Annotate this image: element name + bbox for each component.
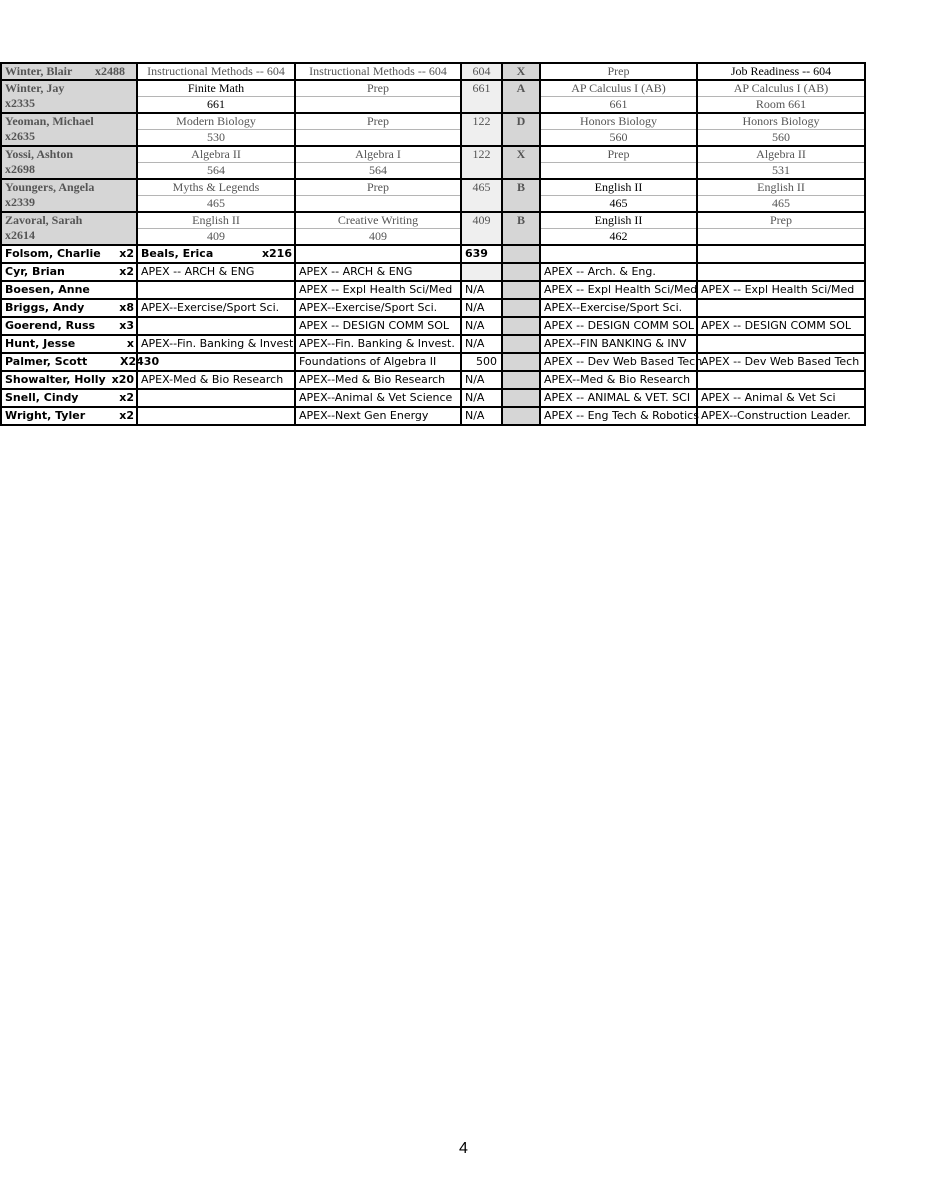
- course-cell: [137, 353, 295, 371]
- course-room: [541, 163, 696, 178]
- course-cell: APEX -- Dev Web Based Tech: [697, 353, 865, 371]
- teacher-name: Zavoral, Sarah: [5, 213, 83, 227]
- course-cell: APEX-Med & Bio Research: [137, 371, 295, 389]
- course-title: English II: [138, 213, 294, 229]
- teacher-name: Snell, Cindy: [5, 391, 79, 404]
- course-title: Instructional Methods -- 604: [147, 64, 285, 78]
- room-cell: 122: [461, 146, 502, 179]
- teacher-name: Hunt, Jesse: [5, 337, 76, 350]
- course-cell: APEX--Animal & Vet Science: [295, 389, 461, 407]
- course-cell: [295, 245, 461, 263]
- course-cell: APEX -- DESIGN COMM SOL: [295, 317, 461, 335]
- course-title: English II: [698, 180, 864, 196]
- hour-cell: X: [502, 63, 540, 80]
- table-row: [1, 335, 865, 353]
- hour-cell: [502, 299, 540, 317]
- course-cell: [137, 80, 295, 113]
- course-cell: APEX--Fin. Banking & Invest.: [295, 335, 461, 353]
- teacher-extension: X2430: [120, 355, 160, 368]
- course-cell: [697, 263, 865, 281]
- table-row: [1, 146, 865, 179]
- room-cell: N/A: [461, 371, 502, 389]
- course-cell: [137, 63, 295, 80]
- table-row: [1, 281, 865, 299]
- course-room: 564: [369, 163, 387, 177]
- course-cell: Foundations of Algebra II: [295, 353, 461, 371]
- room-cell: N/A: [461, 281, 502, 299]
- room-cell: 500: [461, 353, 502, 371]
- course-cell: [295, 80, 461, 113]
- teacher-name-cell: [1, 179, 137, 212]
- teacher-extension: x2: [119, 409, 134, 422]
- course-title: Myths & Legends: [138, 180, 294, 196]
- teacher-name-cell: [1, 245, 137, 263]
- table-row: [1, 80, 865, 113]
- course-cell: APEX--Next Gen Energy: [295, 407, 461, 425]
- teacher-name-cell: [1, 263, 137, 281]
- course-cell: [540, 212, 697, 245]
- hour-cell: [502, 335, 540, 353]
- teacher-extension: x2: [119, 265, 134, 278]
- course-title: Instructional Methods -- 604: [309, 64, 447, 78]
- teacher-name: Wright, Tyler: [5, 409, 86, 422]
- room-cell: [461, 263, 502, 281]
- teacher-name: Winter, Blair: [5, 64, 73, 78]
- course-cell: [697, 80, 865, 113]
- course-title: Modern Biology: [138, 114, 294, 130]
- teacher-name-cell: [1, 335, 137, 353]
- course-cell: APEX -- Animal & Vet Sci: [697, 389, 865, 407]
- room-cell: N/A: [461, 299, 502, 317]
- course-cell: [137, 245, 295, 263]
- teacher-name-cell: [1, 281, 137, 299]
- teacher-extension: x2: [119, 247, 134, 260]
- room-cell: 122: [461, 113, 502, 146]
- course-room: [296, 196, 460, 211]
- teacher-name-cell: [1, 146, 137, 179]
- room-cell: 639: [461, 245, 502, 263]
- course-room: 465: [772, 196, 790, 210]
- course-cell: APEX--Construction Leader.: [697, 407, 865, 425]
- teacher-extension: x: [126, 337, 134, 350]
- course-title: Prep: [541, 147, 696, 163]
- hour-cell: [502, 389, 540, 407]
- course-cell: [697, 113, 865, 146]
- course-title: Algebra II: [138, 147, 294, 163]
- teacher-extension: x3: [119, 319, 134, 332]
- room-cell: 604: [461, 63, 502, 80]
- course-room: 465: [207, 196, 225, 210]
- course-title: English II: [541, 180, 696, 196]
- course-room: 560: [609, 130, 628, 144]
- page-number: 4: [459, 1140, 468, 1157]
- course-cell: APEX -- ANIMAL & VET. SCI: [540, 389, 697, 407]
- course-title: Honors Biology: [698, 114, 864, 130]
- room-cell: N/A: [461, 317, 502, 335]
- teacher-extension: x2635: [5, 129, 35, 143]
- course-room: 409: [207, 229, 225, 243]
- course-cell: APEX -- DESIGN COMM SOL: [697, 317, 865, 335]
- teacher-name-cell: [1, 371, 137, 389]
- teacher-name: Yossi, Ashton: [5, 147, 74, 161]
- course-room: 462: [609, 229, 628, 243]
- course-cell: [137, 407, 295, 425]
- hour-cell: [502, 407, 540, 425]
- course-cell: [137, 179, 295, 212]
- course-cell: [540, 245, 697, 263]
- teacher-name-cell: [1, 299, 137, 317]
- hour-cell: [502, 263, 540, 281]
- table-row: [1, 245, 865, 263]
- course-room: Room 661: [755, 97, 807, 111]
- course-cell: [697, 179, 865, 212]
- teacher-name-cell: [1, 353, 160, 371]
- course-cell: [697, 245, 865, 263]
- teacher-name: Briggs, Andy: [5, 301, 85, 314]
- course-cell: APEX -- DESIGN COMM SOL: [540, 317, 697, 335]
- course-title: Prep: [698, 213, 864, 229]
- course-cell: [697, 371, 865, 389]
- teacher-name: Folsom, Charlie: [5, 247, 101, 260]
- hour-cell: [502, 281, 540, 299]
- course-room: [296, 97, 460, 112]
- course-title: Beals, Erica: [141, 247, 214, 260]
- room-cell: 409: [461, 212, 502, 245]
- teacher-name: Showalter, Holly: [5, 373, 106, 386]
- course-cell: [697, 299, 865, 317]
- table-row: [1, 371, 865, 389]
- teacher-name-cell: [1, 80, 137, 113]
- hour-cell: [502, 353, 540, 371]
- course-cell: [137, 389, 295, 407]
- course-room: 661: [609, 97, 628, 111]
- course-room: 661: [207, 97, 225, 111]
- table-row: [1, 263, 865, 281]
- course-cell: APEX -- Dev Web Based Tech: [540, 353, 697, 371]
- course-cell: APEX -- ARCH & ENG: [137, 263, 295, 281]
- teacher-name-cell: [1, 317, 137, 335]
- course-title: Job Readiness -- 604: [730, 64, 832, 78]
- course-cell: [137, 281, 295, 299]
- course-cell: [540, 146, 697, 179]
- course-room: 409: [369, 229, 387, 243]
- course-cell: APEX--Exercise/Sport Sci.: [295, 299, 461, 317]
- course-title: AP Calculus I (AB): [698, 81, 864, 97]
- course-cell: [137, 212, 295, 245]
- course-title: AP Calculus I (AB): [541, 81, 696, 97]
- room-cell: N/A: [461, 407, 502, 425]
- hour-cell: B: [502, 212, 540, 245]
- course-title: Algebra I: [296, 147, 460, 163]
- table-row: [1, 317, 865, 335]
- hour-cell: [502, 317, 540, 335]
- table-row: [1, 353, 865, 371]
- table-row: [1, 179, 865, 212]
- teacher-name-cell: [1, 212, 137, 245]
- teacher-extension: x2698: [5, 162, 35, 176]
- room-cell: 465: [461, 179, 502, 212]
- teacher-name: Winter, Jay: [5, 81, 65, 95]
- course-title: Finite Math: [138, 81, 294, 97]
- course-room: 530: [207, 130, 225, 144]
- course-title: Honors Biology: [541, 114, 696, 130]
- course-cell: [137, 317, 295, 335]
- room-cell: 661: [461, 80, 502, 113]
- course-cell: APEX -- Expl Health Sci/Med: [540, 281, 697, 299]
- table-row: [1, 299, 865, 317]
- hour-cell: A: [502, 80, 540, 113]
- table-row: [1, 407, 865, 425]
- teacher-name-cell: [1, 389, 137, 407]
- room-cell: N/A: [461, 335, 502, 353]
- teacher-extension: x2614: [5, 228, 35, 242]
- teacher-name-cell: [1, 407, 137, 425]
- course-title: Creative Writing: [296, 213, 460, 229]
- course-room: 465: [609, 196, 628, 210]
- course-cell: APEX--Med & Bio Research: [540, 371, 697, 389]
- course-cell: [295, 212, 461, 245]
- course-title: English II: [541, 213, 696, 229]
- course-cell: [697, 335, 865, 353]
- teacher-name: Cyr, Brian: [5, 265, 65, 278]
- course-title: Prep: [296, 81, 460, 97]
- schedule-table: [0, 62, 864, 426]
- hour-cell: X: [502, 146, 540, 179]
- hour-cell: [502, 245, 540, 263]
- table-row: [1, 389, 865, 407]
- teacher-extension: x8: [119, 301, 134, 314]
- teacher-name-cell: [1, 113, 137, 146]
- course-cell: APEX--FIN BANKING & INV: [540, 335, 697, 353]
- course-title: Prep: [296, 180, 460, 196]
- course-room: [296, 130, 460, 145]
- course-cell: APEX--Med & Bio Research: [295, 371, 461, 389]
- course-cell: [540, 179, 697, 212]
- course-cell: [295, 146, 461, 179]
- course-title: Algebra II: [698, 147, 864, 163]
- course-room: 564: [207, 163, 225, 177]
- course-cell: [540, 63, 697, 80]
- teacher-extension: x2335: [5, 96, 35, 110]
- course-cell: APEX--Exercise/Sport Sci.: [137, 299, 295, 317]
- teacher-extension: x20: [111, 373, 134, 386]
- course-cell: [295, 113, 461, 146]
- teacher-extension: x2339: [5, 195, 35, 209]
- teacher-name: Yeoman, Michael: [5, 114, 94, 128]
- course-cell: [540, 80, 697, 113]
- course-room: [698, 229, 864, 244]
- teacher-extension: x2: [119, 391, 134, 404]
- course-room: 560: [772, 130, 790, 144]
- course-cell: APEX -- Expl Health Sci/Med: [295, 281, 461, 299]
- teacher-name: Palmer, Scott: [5, 355, 88, 368]
- room-cell: N/A: [461, 389, 502, 407]
- teacher-extension: x216: [261, 247, 292, 260]
- hour-cell: D: [502, 113, 540, 146]
- course-cell: APEX--Exercise/Sport Sci.: [540, 299, 697, 317]
- course-cell: APEX -- Arch. & Eng.: [540, 263, 697, 281]
- teacher-name: Goerend, Russ: [5, 319, 96, 332]
- course-title: Prep: [607, 64, 630, 78]
- hour-cell: [502, 371, 540, 389]
- course-cell: APEX -- Eng Tech & Robotics: [540, 407, 697, 425]
- table-row: [1, 63, 865, 80]
- course-cell: [137, 146, 295, 179]
- course-cell: APEX -- ARCH & ENG: [295, 263, 461, 281]
- course-room: 531: [772, 163, 790, 177]
- teacher-extension: x2488: [95, 64, 125, 78]
- hour-cell: B: [502, 179, 540, 212]
- course-cell: [540, 113, 697, 146]
- course-cell: [697, 63, 865, 80]
- course-cell: APEX--Fin. Banking & Invest.: [137, 335, 295, 353]
- table-row: [1, 113, 865, 146]
- course-cell: [697, 212, 865, 245]
- course-cell: [295, 63, 461, 80]
- course-cell: [137, 113, 295, 146]
- table-row: [1, 212, 865, 245]
- teacher-name-cell: [1, 63, 137, 80]
- teacher-name: Boesen, Anne: [5, 283, 90, 296]
- course-title: Prep: [296, 114, 460, 130]
- course-cell: APEX -- Expl Health Sci/Med: [697, 281, 865, 299]
- course-cell: [697, 146, 865, 179]
- course-cell: [295, 179, 461, 212]
- teacher-name: Youngers, Angela: [5, 180, 95, 194]
